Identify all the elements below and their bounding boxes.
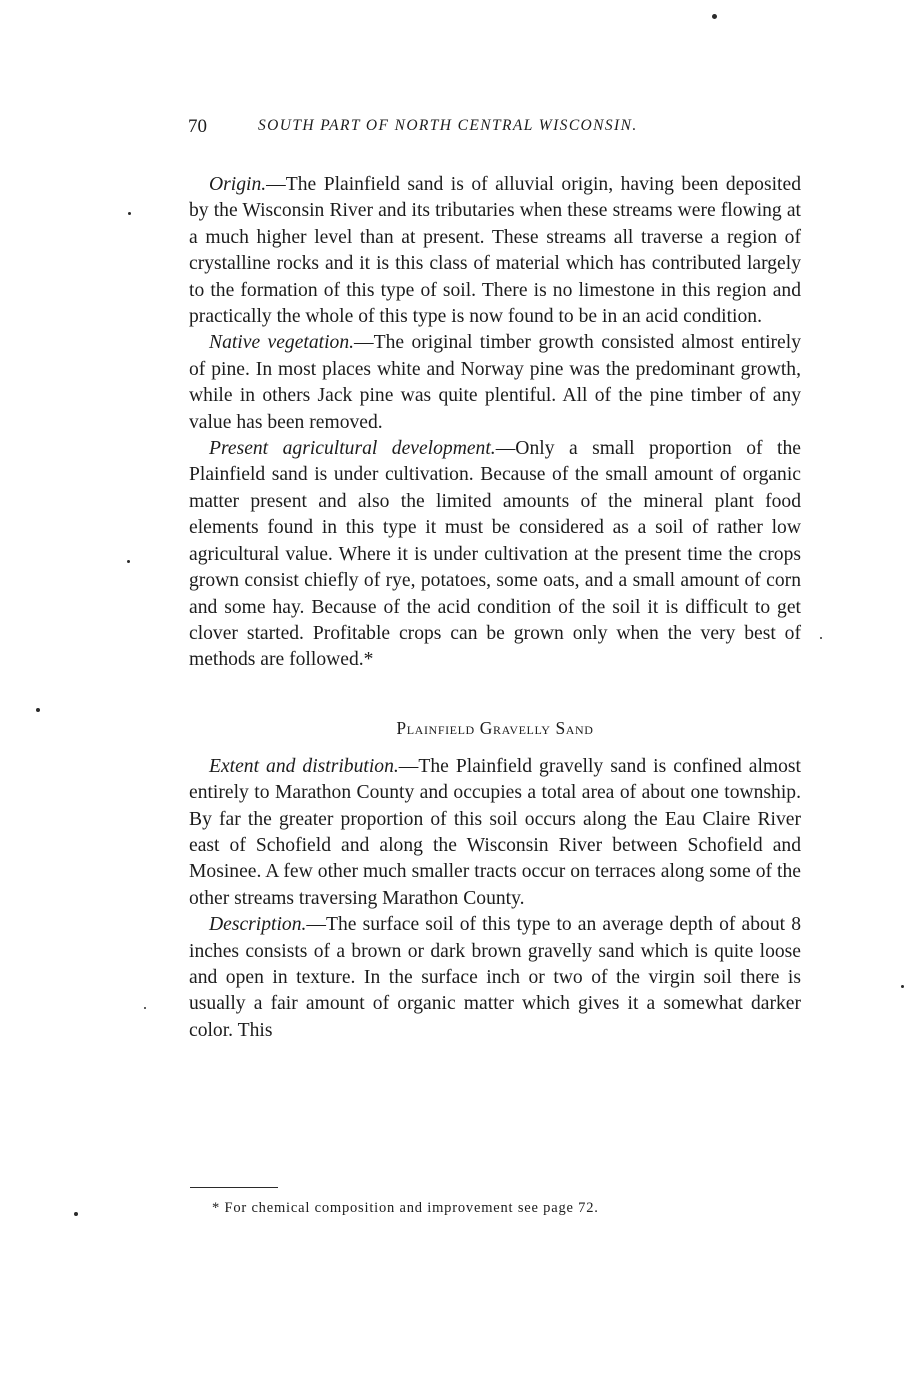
paragraph-present-development (189, 436, 801, 674)
paragraph-text: —The surface soil of this type to an average depth of about 8 inches consists of a brown or dark brown gravelly sand which is quite loose and open in texture. In the surface inch or two of the virgin soil there is usually a fair amount of organic matter which gives it a somewhat darker color. This (189, 914, 801, 1041)
paragraph-text: —Only a small proportion of the Plainfield sand is under cultivation. Because of the small amount of organic matter present and also the limited amounts of the mineral plant food elements found in this type it must be considered as a soil of rather low agricultural value. Where it is under cultivation at the present time the crops grown consist chiefly of rye, potatoes, some oats, and a small amount of corn and some hay. Because of the acid condition of the soil it is difficult to get clover started. Profitable crops can be grown only when the very best of methods are followed.* (189, 438, 801, 671)
scan-speck (901, 985, 904, 988)
scan-speck (820, 637, 822, 639)
scan-speck (712, 14, 717, 19)
paragraph-origin (189, 172, 801, 330)
running-title: SOUTH PART OF NORTH CENTRAL WISCONSIN. (258, 117, 638, 134)
paragraph-description (189, 912, 801, 1044)
scan-speck (127, 560, 130, 563)
page-number: 70 (188, 116, 207, 137)
footnote: * For chemical composition and improvement see page 72. (212, 1200, 599, 1216)
paragraph-text: —The Plainfield sand is of alluvial origin, having been deposited by the Wisconsin River and its tributaries when these streams were flowing at a much higher level than at present. These streams all traverse a region of crystalline rocks and it is this class of material which has contributed largely to the formation of this type of soil. There is no limestone in this region and practically the whole of this type is now found to be in an acid condition. (189, 174, 801, 328)
paragraph-text: —The original timber growth consisted almost entirely of pine. In most places white and Norway pine was the predominant growth, while in others Jack pine was quite plentiful. All of the pine timber of any value has been removed. (189, 332, 801, 433)
paragraph-extent (189, 754, 801, 912)
paragraph-lead: Origin. (209, 174, 267, 195)
footnote-divider (190, 1187, 278, 1188)
paragraph-lead: Native vegetation. (209, 332, 355, 354)
scan-speck (128, 212, 131, 215)
body-text (189, 172, 801, 1044)
page-header (188, 116, 808, 146)
paragraph-lead: Present agricultural development. (209, 438, 496, 460)
paragraph-lead: Extent and distribution. (209, 755, 399, 777)
scan-speck (36, 708, 40, 712)
scan-speck (74, 1212, 78, 1216)
paragraph-text: —The Plainfield gravelly sand is confined almost entirely to Marathon County and occupies a total area of about one township. By far the greater proportion of this soil occurs along the Eau Claire River east of Schofield and along the Wisconsin River between Schofield and Mosinee. A few other much smaller tracts occur on terraces along some of the other streams traversing Marathon County. (189, 755, 802, 909)
scan-speck (144, 1007, 146, 1009)
paragraph-native-vegetation (189, 330, 801, 436)
section-heading: Plainfield Gravelly Sand (396, 717, 594, 738)
paragraph-lead: Description. (209, 914, 307, 936)
